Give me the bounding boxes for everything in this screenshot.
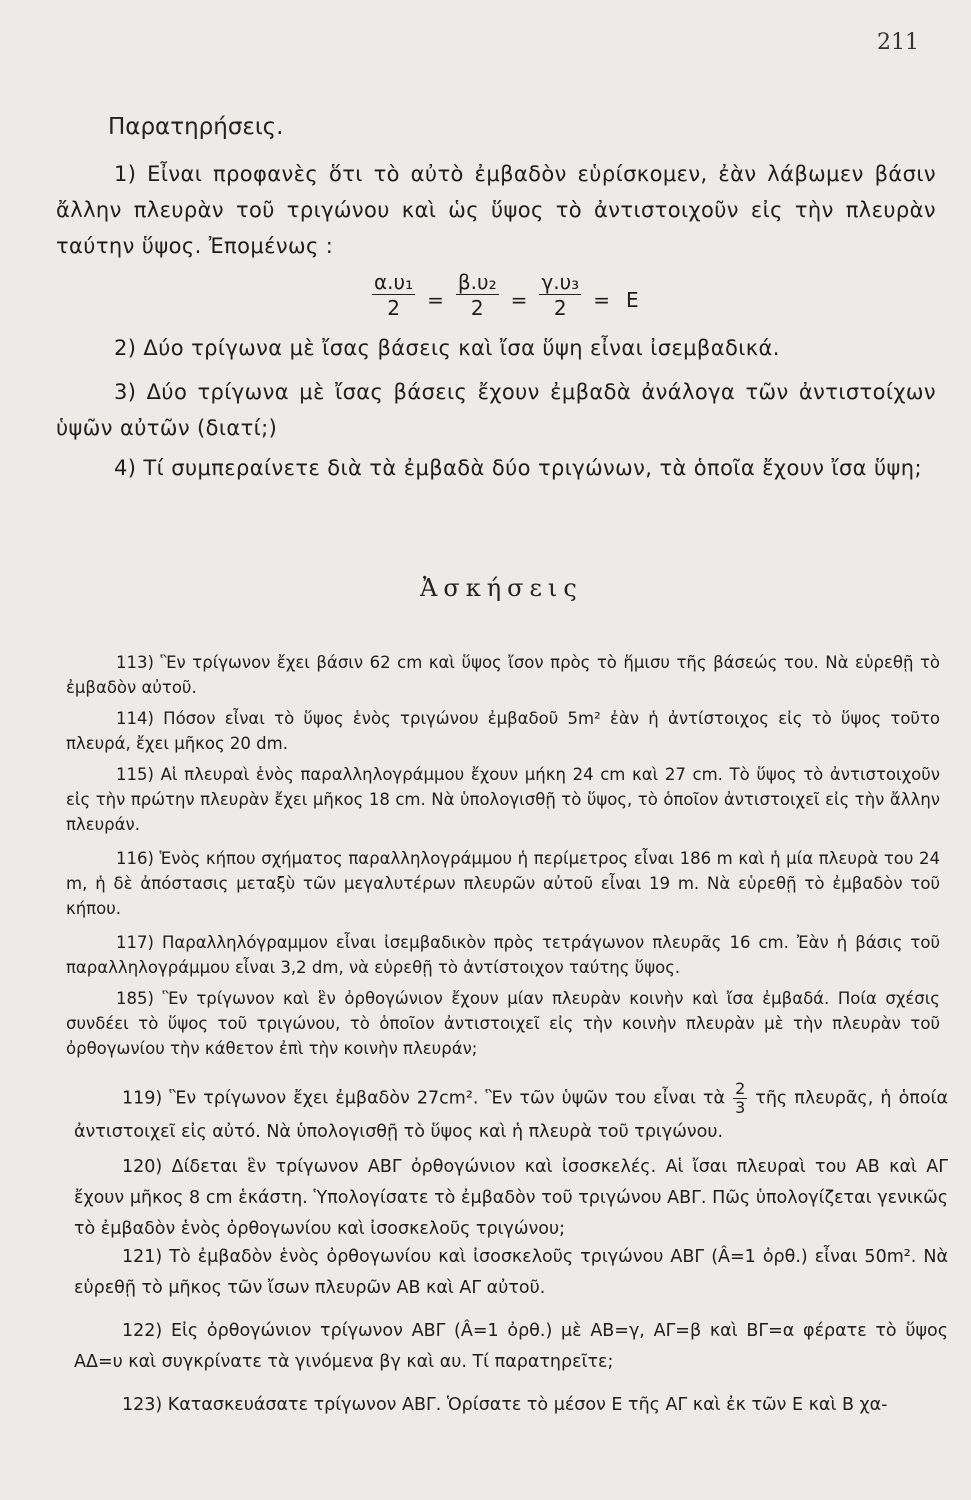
area-formula xyxy=(368,270,647,321)
exercise-119: 119) Ἓν τρίγωνον ἔχει ἐμβαδὸν 27cm². Ἓν τῶν ὑψῶν του εἶναι τὰ $\frac{2}{3}$ τῆς πλευρᾶς, ἡ ὁποία ἀντιστοιχεῖ εἰς αὐτό. Νὰ ὑπολογισθῇ τὸ ὕψος καὶ ἡ πλευρὰ τοῦ τριγώνου. xyxy=(74,1079,948,1142)
exercise-116: 116) Ἑνὸς κήπου σχήματος παραλληλογράμμου ἡ περίμετρος εἶναι 186 m καὶ ἡ μία πλευρὰ του 24 m, ἡ δὲ ἀπόστασις μεταξὺ τῶν μεγαλυτέρων πλευρῶν αὐτοῦ εἶναι 19 m. Νὰ εὑρεθῇ τὸ ἐμβαδὸν τοῦ κήπου. xyxy=(66,849,940,918)
observation-3: 3) Δύο τρίγωνα μὲ ἴσας βάσεις ἔχουν ἐμβαδὰ ἀνάλογα τῶν ἀντιστοίχων ὑψῶν αὐτῶν (διατί;) xyxy=(56,380,936,440)
exercise-117: 117) Παραλληλόγραμμον εἶναι ἰσεμβαδικὸν πρὸς τετράγωνον πλευρᾶς 16 cm. Ἐὰν ἡ βάσις τοῦ παραλληλογράμμου εἶναι 3,2 dm, νὰ εὑρεθῇ τὸ ἀντίστοιχον ταύτης ὕψος. xyxy=(66,933,940,977)
equals-sign: = xyxy=(593,287,610,312)
observation-2: 2) Δύο τρίγωνα μὲ ἴσας βάσεις καὶ ἴσα ὕψη εἶναι ἰσεμβαδικά. xyxy=(114,336,780,360)
exercise-123: 123) Κατασκευάσατε τρίγωνον ΑΒΓ. Ὁρίσατε τὸ μέσον Ε τῆς ΑΓ καὶ ἐκ τῶν Ε καὶ Β χα- xyxy=(122,1395,888,1415)
fraction-2 xyxy=(456,270,499,321)
observation-1: 1) Εἶναι προφανὲς ὅτι τὸ αὐτὸ ἐμβαδὸν εὑρίσκομεν, ἐὰν λάβωμεν βάσιν ἄλλην πλευρὰν τοῦ τριγώνου καὶ ὡς ὕψος τὸ ἀντιστοιχοῦν εἰς τὴν πλευρὰν ταύτην ὕψος. Ἐπομένως : xyxy=(56,162,936,258)
observations-heading: Παρατηρήσεις. xyxy=(108,114,284,140)
fraction-3-denominator: 2 xyxy=(553,296,567,320)
exercise-122: 122) Εἰς ὀρθογώνιον τρίγωνον ΑΒΓ (Â=1 ὀρθ.) μὲ ΑΒ=γ, ΑΓ=β καὶ ΒΓ=α φέρατε τὸ ὕψος ΑΔ=υ καὶ συγκρίνατε τὰ γινόμενα βγ καὶ αυ. Τί παρατηρεῖτε; xyxy=(74,1321,948,1372)
page-number: 211 xyxy=(877,30,919,55)
exercises-title: Ἀσκήσεις xyxy=(420,574,583,602)
equals-sign: = xyxy=(427,287,444,312)
fraction-1-denominator: 2 xyxy=(387,296,400,320)
fraction-3 xyxy=(539,270,581,321)
two-thirds-fraction: $\frac{2}{3}$ xyxy=(735,1079,746,1117)
fraction-3-numerator: γ.υ₃ xyxy=(541,270,580,294)
exercise-114: 114) Πόσον εἶναι τὸ ὕψος ἑνὸς τριγώνου ἐμβαδοῦ 5m² ἐὰν ἡ ἀντίστοιχος εἰς τὸ ὕψος τοῦτο πλευρά, ἔχει μῆκος 20 dm. xyxy=(66,709,940,753)
exercise-113: 113) Ἓν τρίγωνον ἔχει βάσιν 62 cm καὶ ὕψος ἴσον πρὸς τὸ ἥμισυ τῆς βάσεώς του. Νὰ εὑρεθῇ τὸ ἐμβαδὸν αὐτοῦ. xyxy=(66,653,940,697)
fraction-2-denominator: 2 xyxy=(470,296,484,320)
observation-4: 4) Τί συμπεραίνετε διὰ τὰ ἐμβαδὰ δύο τριγώνων, τὰ ὁποῖα ἔχουν ἴσα ὕψη; xyxy=(114,456,922,480)
exercise-115: 115) Αἱ πλευραὶ ἑνὸς παραλληλογράμμου ἔχουν μήκη 24 cm καὶ 27 cm. Τὸ ὕψος τὸ ἀντιστοιχοῦν εἰς τὴν πρώτην πλευρὰν ἔχει μῆκος 18 cm. Νὰ ὑπολογισθῇ τὸ ὕψος, τὸ ὁποῖον ἀντιστοιχεῖ εἰς τὴν ἄλλην πλευράν. xyxy=(66,765,940,834)
fraction-1 xyxy=(372,270,415,321)
fraction-2-numerator: β.υ₂ xyxy=(457,270,497,294)
fraction-1-numerator: α.υ₁ xyxy=(374,270,414,294)
exercise-121: 121) Τὸ ἐμβαδὸν ἑνὸς ὀρθογωνίου καὶ ἰσοσκελοῦς τριγώνου ΑΒΓ (Â=1 ὀρθ.) εἶναι 50m². Νὰ εὑρεθῇ τὸ μῆκος τῶν ἴσων πλευρῶν ΑΒ καὶ ΑΓ αὐτοῦ. xyxy=(74,1247,948,1298)
formula-result: Ε xyxy=(625,287,639,312)
equals-sign: = xyxy=(510,287,528,312)
exercise-120: 120) Δίδεται ἓν τρίγωνον ΑΒΓ ὀρθογώνιον καὶ ἰσοσκελές. Αἱ ἴσαι πλευραὶ του ΑΒ καὶ ΑΓ ἔχουν μῆκος 8 cm ἑκάστη. Ὑπολογίσατε τὸ ἐμβαδὸν τοῦ τριγώνου ΑΒΓ. Πῶς ὑπολογίζεται γενικῶς τὸ ἐμβαδὸν ἑνὸς ὀρθογωνίου καὶ ἰσοσκελοῦς τριγώνου; xyxy=(74,1157,948,1239)
exercise-185: 185) Ἓν τρίγωνον καὶ ἓν ὀρθογώνιον ἔχουν μίαν πλευρὰν κοινὴν καὶ ἴσα ἐμβαδά. Ποία σχέσις συνδέει τὸ ὕψος τοῦ τριγώνου, τὸ ὁποῖον ἀντιστοιχεῖ εἰς τὴν κοινὴν πλευρὰν μὲ τὴν πλευρὰν τοῦ ὀρθογωνίου τὴν κάθετον ἐπὶ τὴν κοινὴν πλευράν; xyxy=(66,989,940,1058)
